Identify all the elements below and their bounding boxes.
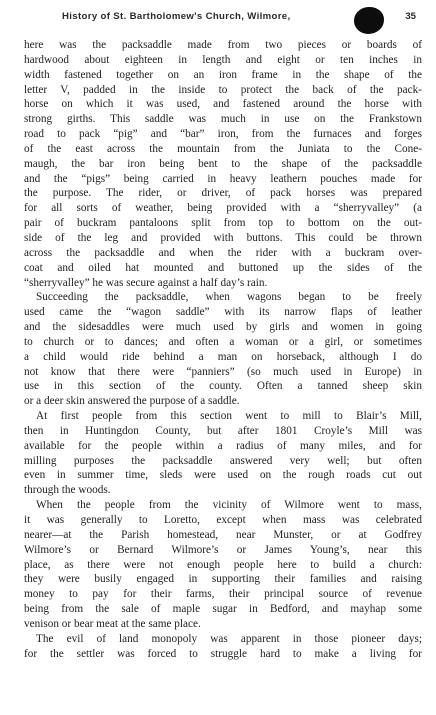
text-line: coat and oiled hat mounted and buttoned up the sides of the <box>24 261 422 274</box>
text-line: for the settler was forced to struggle hard to make a living for <box>24 647 422 660</box>
text-line: a child would ride behind a man on horseback, although I do <box>24 350 422 363</box>
text-line: even in summer time, sleds were used on the rough roads cut out <box>24 469 422 482</box>
text-line: they were busily engaged in supporting their families and raising <box>24 573 422 586</box>
body-text <box>24 38 422 661</box>
text-line: horse on which it was used, and fastened around the horse with <box>24 98 422 111</box>
text-line: milling purposes the packsaddle answered very well; but often <box>24 454 422 467</box>
text-line: “sherryvalley” he was secure against a half day’s rain. <box>24 276 268 289</box>
text-line: the purpose. The rider, or driver, of pack horses was prepared <box>24 187 422 200</box>
text-line: The evil of land monopoly was apparent in those pioneer days; <box>36 632 422 645</box>
text-line: then in Huntingdon County, but after 1801 Croyle’s Mill was <box>24 424 422 437</box>
text-line: used came the “wagon saddle” with its narrow flaps of leather <box>24 306 422 319</box>
text-line: strong girths. This saddle was much in use on the Frankstown <box>24 113 422 126</box>
text-line: road to pack “pig” and “bar” iron, from the furnaces and forges <box>24 128 422 141</box>
text-line: side of the leg and provided with buttons. This could be thrown <box>24 231 422 244</box>
paragraph <box>24 498 422 632</box>
text-line: letter V, padded in the inside to protect the back of the pack- <box>24 83 422 96</box>
text-line: pair of buckram pantaloons split from top to bottom on the out- <box>24 217 422 230</box>
text-line: At first people from this section went to mill to Blair’s Mill, <box>36 410 422 423</box>
page-header <box>0 9 436 27</box>
text-line: When the people from the vicinity of Wilmore went to mass, <box>36 499 422 512</box>
text-line: maugh, the bar iron being bent to the shape of the packsaddle <box>24 157 422 170</box>
text-line: or a deer skin answered the purpose of a saddle. <box>24 395 240 408</box>
paragraph <box>24 290 422 409</box>
text-line: and the sidesaddles were much used by girls and women in going <box>24 321 422 334</box>
paragraph <box>24 632 422 662</box>
text-line: it was generally to Loretto, except when mass was celebrated <box>24 514 422 526</box>
text-line: available for the people within a radius of many miles, and for <box>24 439 422 452</box>
ink-blot <box>354 7 384 34</box>
text-line: Succeeding the packsaddle, when wagons began to be freely <box>36 291 422 304</box>
text-line: width fastened together on an iron frame in the shape of the <box>24 68 422 81</box>
page-number: 35 <box>405 11 416 22</box>
text-line: of the east across the mountain from the Juniata to the Cone- <box>24 142 422 155</box>
text-line: and the “pigs” being carried in heavy leathern pouches made for <box>24 172 422 185</box>
text-line: venison or bear meat at the same place. <box>24 617 201 630</box>
running-title: History of St. Bartholomew's Church, Wilmore, <box>62 11 291 22</box>
text-line: use in this section of the county. Often a tanned sheep skin <box>24 380 422 393</box>
text-line: not know that there were “panniers” (so much used in Europe) in <box>24 365 422 378</box>
text-line: here was the packsaddle made from two pieces or boards of <box>24 39 422 51</box>
text-line: to church or to dances; and often a woman or a girl, or sometimes <box>24 335 422 348</box>
text-line: Wilmore’s or Bernard Wilmore’s or James Young’s, near this <box>24 543 422 556</box>
text-line: being from the sale of maple sugar in Bedford, and mayhap some <box>24 603 422 616</box>
text-line: through the woods. <box>24 484 111 497</box>
paragraph <box>24 409 422 498</box>
text-line: place, as there were not enough people here to build a church: <box>24 558 422 571</box>
text-line: nearer—at the Parish homestead, near Munster, or at Godfrey <box>24 528 422 541</box>
text-line: across the packsaddle and when the rider with a buckram over- <box>24 246 422 259</box>
text-line: money to pay for their farms, their principal source of revenue <box>24 588 422 601</box>
text-line: hardwood about eighteen in length and eight or ten inches in <box>24 53 422 66</box>
text-line: for all sorts of weather, being provided with a “sherryvalley” (a <box>24 202 422 215</box>
paragraph <box>24 38 422 290</box>
